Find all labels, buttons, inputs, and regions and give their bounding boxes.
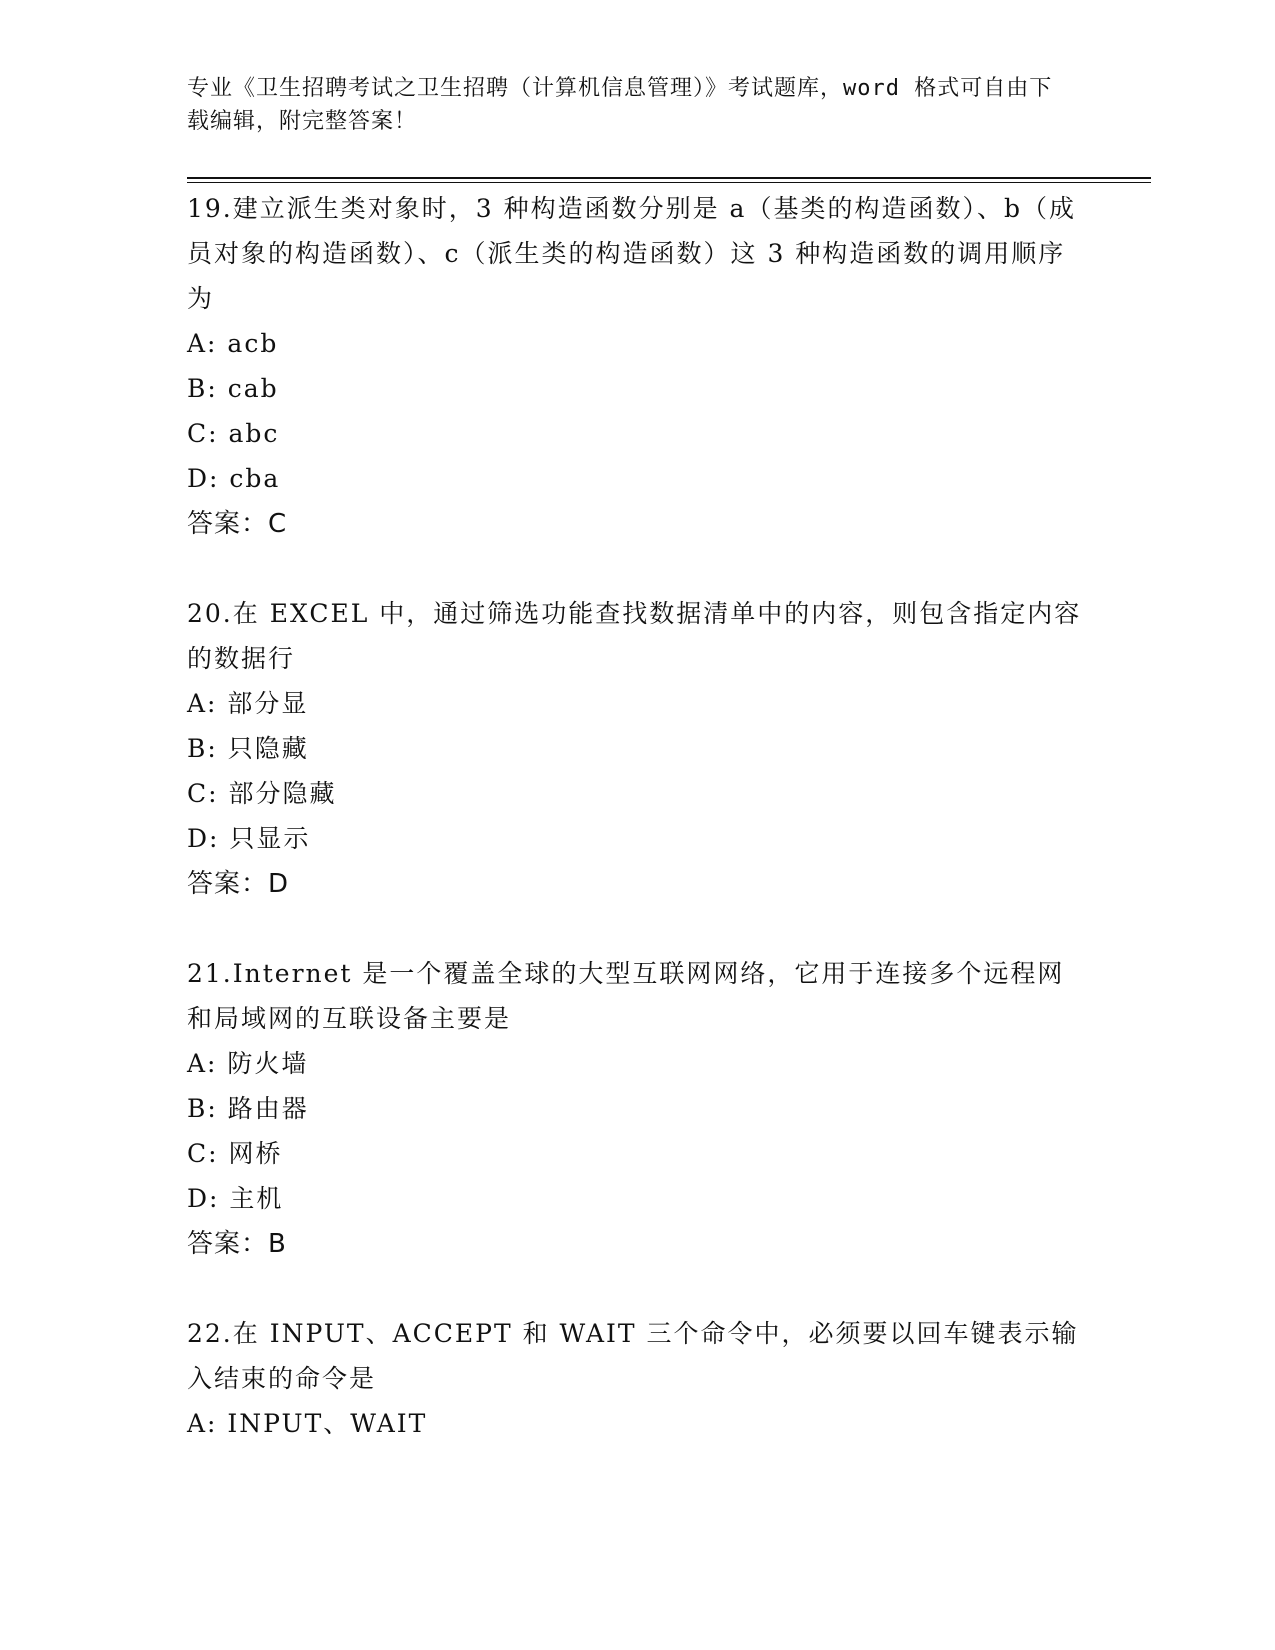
option-d: D: 主机: [187, 1184, 284, 1213]
option-c: C: abc: [187, 419, 280, 448]
option-a: A: acb: [187, 329, 279, 358]
option-a: A: 部分显: [187, 689, 309, 718]
option-a: A: 防火墙: [187, 1049, 309, 1078]
option-c: C: 部分隐藏: [187, 779, 337, 808]
question-21: [187, 951, 1087, 1267]
question-stem: 20.在 EXCEL 中，通过筛选功能查找数据清单中的内容，则包含指定内容的数据行: [187, 599, 1082, 673]
header-divider-thick: [187, 177, 1151, 179]
question-20: [187, 591, 1087, 907]
answer: 答案：C: [187, 509, 288, 539]
question-stem: 22.在 INPUT、ACCEPT 和 WAIT 三个命令中，必须要以回车键表示输入结束的命令是: [187, 1319, 1079, 1393]
question-22: [187, 1311, 1087, 1446]
question-stem: 19.建立派生类对象时，3 种构造函数分别是 a（基类的构造函数）、b（成员对象的构造函数）、c（派生类的构造函数）这 3 种构造函数的调用顺序为: [187, 194, 1076, 313]
option-a: A: INPUT、WAIT: [187, 1409, 428, 1438]
question-19: [187, 186, 1087, 547]
question-list: [187, 186, 1087, 1490]
option-b: B: 只隐藏: [187, 734, 309, 763]
option-b: B: 路由器: [187, 1094, 309, 1123]
option-d: D: cba: [187, 464, 281, 493]
answer: 答案：D: [187, 869, 290, 899]
option-b: B: cab: [187, 374, 279, 403]
question-stem: 21.Internet 是一个覆盖全球的大型互联网网络，它用于连接多个远程网和局域网的互联设备主要是: [187, 959, 1065, 1033]
option-c: C: 网桥: [187, 1139, 283, 1168]
answer: 答案：B: [187, 1229, 287, 1259]
header-divider-thin: [187, 182, 1151, 183]
document-header: 专业《卫生招聘考试之卫生招聘（计算机信息管理）》考试题库，word 格式可自由下载编辑，附完整答案！: [187, 76, 1053, 134]
option-d: D: 只显示: [187, 824, 311, 853]
